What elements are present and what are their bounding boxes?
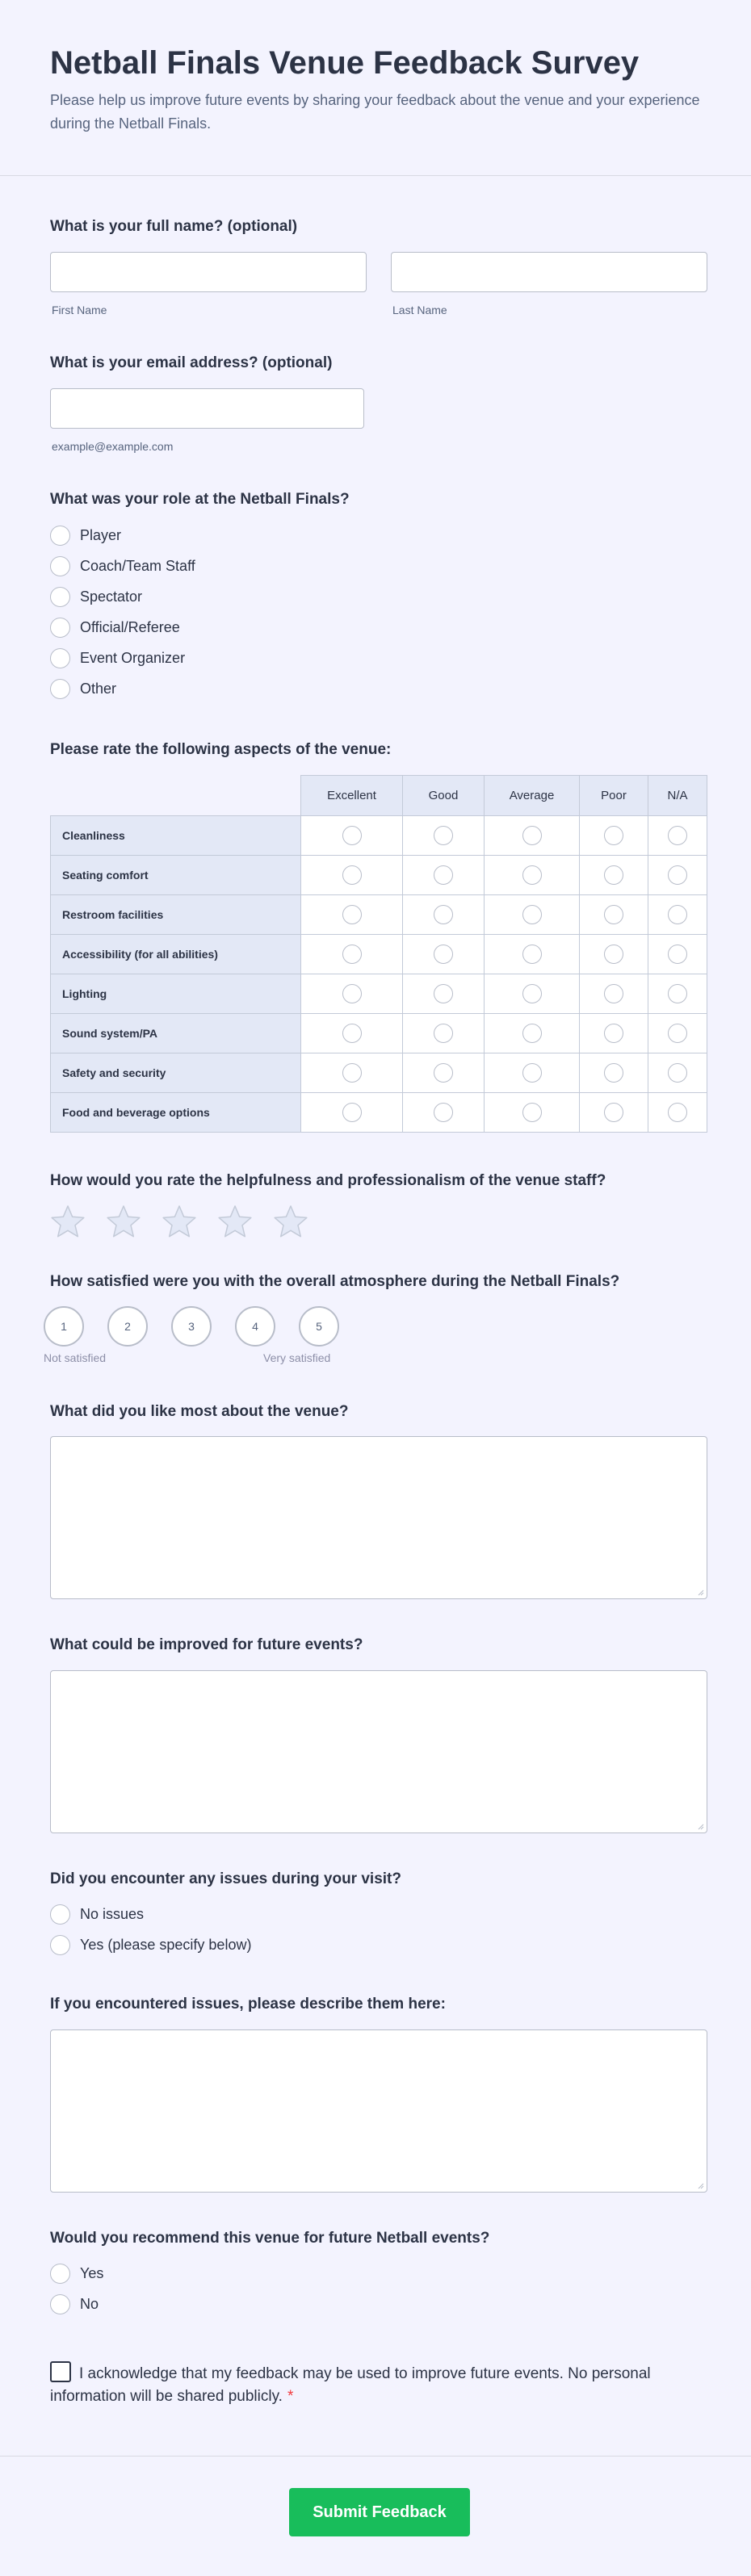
option-label: Official/Referee — [80, 618, 180, 635]
star-icon[interactable] — [106, 1204, 141, 1238]
question-label: How satisfied were you with the overall atmosphere during the Netball Finals? — [50, 1273, 620, 1290]
email-input[interactable] — [50, 388, 364, 429]
matrix-column-header: Average — [485, 775, 580, 816]
last-name-sublabel: Last Name — [392, 304, 447, 316]
question-label: Please rate the following aspects of the venue: — [50, 741, 392, 758]
matrix-cell[interactable] — [301, 974, 403, 1014]
matrix-cell[interactable] — [580, 935, 648, 974]
scale-option[interactable]: 2 — [107, 1306, 148, 1347]
matrix-row-label: Lighting — [50, 974, 301, 1014]
star-icon[interactable] — [217, 1204, 253, 1238]
matrix-cell[interactable] — [648, 895, 707, 935]
radio-button[interactable] — [50, 2264, 70, 2284]
scale-option[interactable]: 5 — [299, 1306, 339, 1347]
acknowledge-text: I acknowledge that my feedback may be used to improve future events. No personal information will be shared publicly. — [50, 2365, 651, 2405]
matrix-row-label: Food and beverage options — [50, 1093, 301, 1133]
role-option-official[interactable] — [50, 617, 180, 638]
question-label: Would you recommend this venue for future Netball events? — [50, 2230, 490, 2247]
issues-option-none[interactable] — [50, 1904, 144, 1925]
issues-option-yes[interactable] — [50, 1934, 251, 1955]
matrix-cell[interactable] — [580, 1014, 648, 1053]
question-label: What is your full name? (optional) — [50, 218, 298, 235]
star-rating — [50, 1204, 329, 1238]
matrix-cell[interactable] — [403, 895, 485, 935]
option-label: Coach/Team Staff — [80, 557, 195, 574]
matrix-radio[interactable] — [522, 1103, 542, 1122]
matrix-cell[interactable] — [580, 816, 648, 856]
matrix-radio[interactable] — [604, 826, 623, 845]
role-question-label — [50, 490, 350, 509]
matrix-corner — [50, 775, 301, 816]
matrix-header-row — [50, 775, 707, 816]
radio-button[interactable] — [50, 648, 70, 668]
matrix-cell[interactable] — [301, 935, 403, 974]
matrix-radio[interactable] — [604, 1024, 623, 1043]
acknowledgement[interactable] — [50, 2361, 680, 2408]
radio-button[interactable] — [50, 1935, 70, 1955]
resize-grip-icon[interactable] — [696, 1588, 704, 1596]
radio-button[interactable] — [50, 679, 70, 699]
star-icon[interactable] — [162, 1204, 197, 1238]
name-question-label — [50, 217, 297, 237]
matrix-question-label — [50, 740, 391, 760]
resize-grip-icon[interactable] — [696, 2181, 704, 2189]
matrix-radio[interactable] — [434, 1024, 453, 1043]
option-label: Other — [80, 680, 117, 697]
matrix-cell[interactable] — [485, 1014, 580, 1053]
radio-button[interactable] — [50, 556, 70, 576]
describe-textarea[interactable] — [50, 2029, 707, 2193]
role-option-player[interactable] — [50, 525, 121, 546]
atmosphere-question-label — [50, 1272, 619, 1292]
matrix-radio[interactable] — [604, 945, 623, 964]
matrix-cell[interactable] — [485, 1053, 580, 1093]
role-option-spectator[interactable] — [50, 586, 142, 607]
question-label: Did you encounter any issues during your visit? — [50, 1870, 401, 1887]
describe-question-label — [50, 1995, 446, 2014]
role-option-coach[interactable] — [50, 555, 195, 576]
matrix-radio[interactable] — [434, 984, 453, 1003]
matrix-cell[interactable] — [403, 1093, 485, 1133]
question-label: What could be improved for future events? — [50, 1636, 363, 1653]
role-option-organizer[interactable] — [50, 647, 185, 668]
matrix-radio[interactable] — [522, 1063, 542, 1083]
matrix-radio[interactable] — [434, 1103, 453, 1122]
matrix-row-label: Accessibility (for all abilities) — [50, 935, 301, 974]
matrix-radio[interactable] — [342, 1103, 362, 1122]
matrix-cell[interactable] — [403, 1014, 485, 1053]
matrix-cell[interactable] — [580, 974, 648, 1014]
footer-divider — [0, 2456, 751, 2457]
form-header — [0, 0, 751, 176]
matrix-row — [50, 895, 707, 935]
matrix-cell[interactable] — [301, 1014, 403, 1053]
matrix-cell[interactable] — [485, 856, 580, 895]
matrix-row — [50, 816, 707, 856]
recommend-option-no[interactable] — [50, 2293, 99, 2314]
last-name-input[interactable] — [391, 252, 707, 292]
question-label: How would you rate the helpfulness and professionalism of the venue staff? — [50, 1172, 606, 1189]
matrix-cell[interactable] — [485, 816, 580, 856]
liked-question-label — [50, 1402, 348, 1422]
matrix-cell[interactable] — [648, 1014, 707, 1053]
matrix-cell[interactable] — [301, 816, 403, 856]
matrix-radio[interactable] — [604, 1063, 623, 1083]
matrix-radio[interactable] — [342, 905, 362, 924]
matrix-cell[interactable] — [403, 1053, 485, 1093]
radio-button[interactable] — [50, 618, 70, 638]
matrix-row-label: Seating comfort — [50, 856, 301, 895]
staff-question-label — [50, 1171, 606, 1191]
matrix-radio[interactable] — [522, 865, 542, 885]
matrix-radio[interactable] — [668, 865, 687, 885]
matrix-cell[interactable] — [485, 1093, 580, 1133]
matrix-row-label: Cleanliness — [50, 816, 301, 856]
matrix-row-label: Safety and security — [50, 1053, 301, 1093]
matrix-radio[interactable] — [522, 984, 542, 1003]
matrix-radio[interactable] — [668, 945, 687, 964]
matrix-cell[interactable] — [580, 856, 648, 895]
matrix-cell[interactable] — [301, 1053, 403, 1093]
matrix-column-header: Poor — [580, 775, 648, 816]
matrix-radio[interactable] — [668, 905, 687, 924]
matrix-cell[interactable] — [485, 974, 580, 1014]
matrix-row — [50, 1014, 707, 1053]
recommend-question-label — [50, 2229, 489, 2248]
submit-button[interactable]: Submit Feedback — [289, 2488, 470, 2536]
star-icon[interactable] — [50, 1204, 86, 1238]
issues-question-label — [50, 1870, 401, 1889]
matrix-radio[interactable] — [434, 905, 453, 924]
matrix-radio[interactable] — [522, 905, 542, 924]
matrix-cell[interactable] — [403, 856, 485, 895]
matrix-row — [50, 974, 707, 1014]
matrix-radio[interactable] — [342, 945, 362, 964]
matrix-row-label: Restroom facilities — [50, 895, 301, 935]
matrix-radio[interactable] — [604, 1103, 623, 1122]
matrix-cell[interactable] — [403, 974, 485, 1014]
matrix-row — [50, 1053, 707, 1093]
page-subtitle: Please help us improve future events by sharing your feedback about the venue and your experience during the Netball Finals. — [50, 92, 700, 132]
option-label: No issues — [80, 1905, 145, 1922]
matrix-cell[interactable] — [648, 1093, 707, 1133]
matrix-row-label: Sound system/PA — [50, 1014, 301, 1053]
matrix-row — [50, 935, 707, 974]
matrix-cell[interactable] — [648, 856, 707, 895]
radio-button[interactable] — [50, 526, 70, 546]
scale-low-label: Not satisfied — [44, 1351, 107, 1364]
matrix-cell[interactable] — [580, 895, 648, 935]
improve-question-label — [50, 1636, 363, 1655]
matrix-cell[interactable] — [301, 895, 403, 935]
matrix-cell[interactable] — [485, 935, 580, 974]
matrix-radio[interactable] — [668, 984, 687, 1003]
improve-textarea[interactable] — [50, 1670, 707, 1833]
question-label: If you encountered issues, please describe them here: — [50, 1996, 446, 2013]
question-label: What is your email address? (optional) — [50, 354, 333, 371]
matrix-radio[interactable] — [522, 1024, 542, 1043]
matrix-radio[interactable] — [342, 1024, 362, 1043]
matrix-column-header: Excellent — [301, 775, 403, 816]
email-sublabel: example@example.com — [52, 440, 174, 453]
matrix-row — [50, 1093, 707, 1133]
option-label: Yes (please specify below) — [80, 1936, 252, 1953]
option-label: Player — [80, 526, 122, 543]
matrix-radio[interactable] — [342, 826, 362, 845]
option-label: Yes — [80, 2264, 104, 2281]
matrix-radio[interactable] — [668, 1103, 687, 1122]
matrix-radio[interactable] — [342, 984, 362, 1003]
matrix-row — [50, 856, 707, 895]
matrix-radio[interactable] — [522, 945, 542, 964]
matrix-cell[interactable] — [580, 1093, 648, 1133]
matrix-cell[interactable] — [648, 816, 707, 856]
required-mark: * — [287, 2388, 294, 2405]
matrix-radio[interactable] — [604, 865, 623, 885]
option-label: Spectator — [80, 588, 143, 605]
matrix-radio[interactable] — [604, 984, 623, 1003]
matrix-cell[interactable] — [301, 856, 403, 895]
matrix-cell[interactable] — [485, 895, 580, 935]
matrix-cell[interactable] — [301, 1093, 403, 1133]
scale-option[interactable]: 3 — [171, 1306, 212, 1347]
matrix-cell[interactable] — [648, 935, 707, 974]
email-question-label — [50, 354, 332, 373]
matrix-radio[interactable] — [434, 826, 453, 845]
rating-matrix — [50, 775, 707, 1133]
option-label: Event Organizer — [80, 649, 186, 666]
question-label: What was your role at the Netball Finals? — [50, 491, 350, 508]
matrix-column-header: N/A — [648, 775, 707, 816]
matrix-column-header: Good — [403, 775, 485, 816]
scale-option[interactable]: 4 — [235, 1306, 275, 1347]
matrix-radio[interactable] — [668, 1024, 687, 1043]
first-name-input[interactable] — [50, 252, 367, 292]
radio-button[interactable] — [50, 587, 70, 607]
scale-option[interactable]: 1 — [44, 1306, 84, 1347]
matrix-cell[interactable] — [648, 974, 707, 1014]
matrix-radio[interactable] — [604, 905, 623, 924]
liked-textarea[interactable] — [50, 1436, 707, 1599]
matrix-radio[interactable] — [522, 826, 542, 845]
role-option-other[interactable] — [50, 678, 116, 699]
matrix-radio[interactable] — [668, 826, 687, 845]
matrix-radio[interactable] — [342, 1063, 362, 1083]
matrix-radio[interactable] — [434, 865, 453, 885]
radio-button[interactable] — [50, 2294, 70, 2314]
recommend-option-yes[interactable] — [50, 2263, 103, 2284]
satisfaction-scale — [44, 1306, 363, 1347]
matrix-cell[interactable] — [403, 935, 485, 974]
resize-grip-icon[interactable] — [696, 1822, 704, 1830]
matrix-cell[interactable] — [648, 1053, 707, 1093]
acknowledge-checkbox[interactable] — [50, 2361, 71, 2382]
matrix-radio[interactable] — [342, 865, 362, 885]
scale-high-label: Very satisfied — [263, 1351, 331, 1364]
first-name-sublabel: First Name — [52, 304, 107, 316]
matrix-cell[interactable] — [403, 816, 485, 856]
matrix-radio[interactable] — [434, 945, 453, 964]
matrix-cell[interactable] — [580, 1053, 648, 1093]
page-title: Netball Finals Venue Feedback Survey — [50, 45, 640, 81]
question-label: What did you like most about the venue? — [50, 1403, 349, 1420]
star-icon[interactable] — [273, 1204, 308, 1238]
option-label: No — [80, 2295, 99, 2312]
matrix-radio[interactable] — [668, 1063, 687, 1083]
matrix-radio[interactable] — [434, 1063, 453, 1083]
radio-button[interactable] — [50, 1904, 70, 1925]
